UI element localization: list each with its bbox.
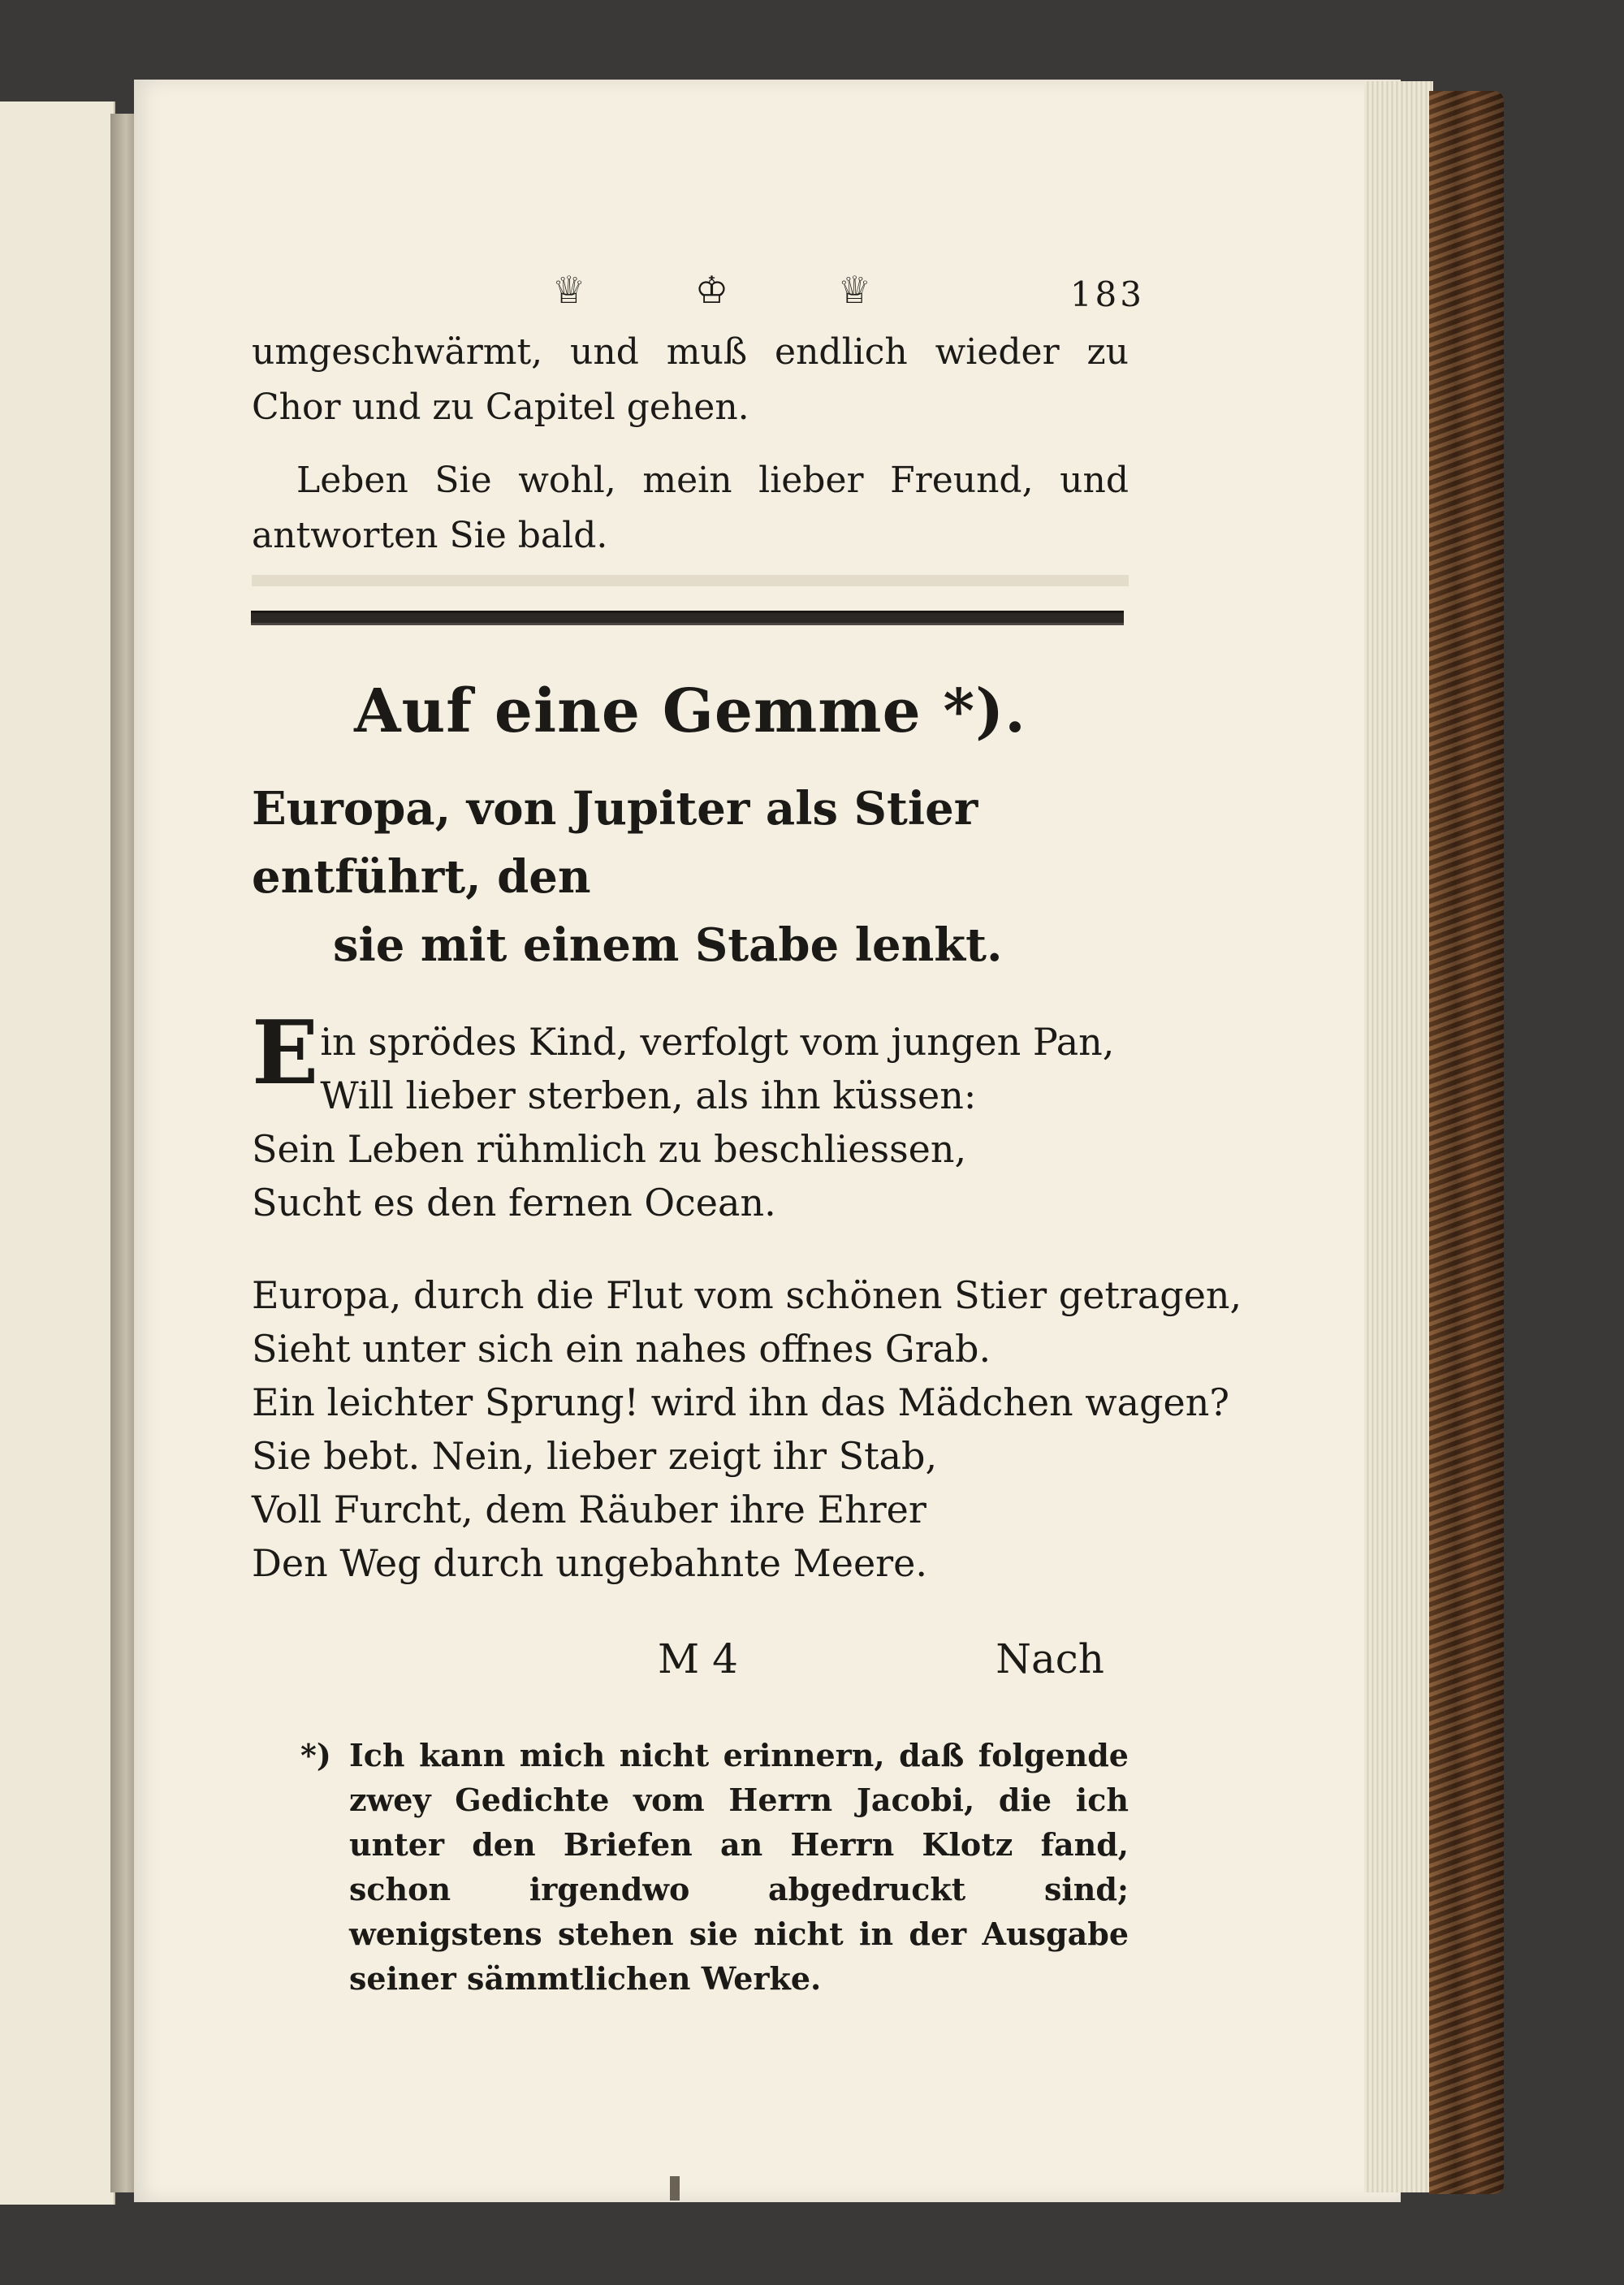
poem-line: Den Weg durch ungebahnte Meere.: [252, 1541, 927, 1585]
poem-stanza: [252, 1002, 1129, 1229]
running-header: [252, 260, 1145, 325]
prose-paragraph: Leben Sie wohl, mein lieber Freund, und antworten Sie bald.: [252, 460, 1129, 556]
left-page-edge: [0, 102, 115, 2205]
footnote: [252, 1733, 1129, 2001]
bleed-through-rule: [252, 575, 1129, 586]
poem-line: Ein leichter Sprung! wird ihn das Mädchen wagen?: [252, 1380, 1230, 1424]
ink-speck: [670, 2176, 680, 2201]
poem-line: Sein Leben rühmlich zu beschliessen,: [252, 1127, 967, 1171]
prose-paragraph: umgeschwärmt, und muß endlich wieder zu Chor und zu Capitel gehen.: [252, 331, 1129, 428]
crown-ornament: ♕ ♔ ♕: [552, 268, 920, 312]
poem-subtitle: [252, 775, 1129, 979]
catchword: Nach: [996, 1635, 1104, 1682]
letter-ending: [252, 325, 1129, 564]
poem-line: Voll Furcht, dem Räuber ihre Ehrer: [252, 1488, 926, 1531]
poem-line: Sieht unter sich ein nahes offnes Grab.: [252, 1327, 991, 1371]
poem-line: Sie bebt. Nein, lieber zeigt ihr Stab,: [252, 1434, 938, 1478]
page-number: 183: [1069, 274, 1145, 314]
section-divider: [251, 611, 1124, 625]
drop-cap: E: [252, 1002, 319, 1104]
footnote-text: Ich kann mich nicht erinnern, daß folgende zwey Gedichte vom Herrn Jacobi, die ich unter den Briefen an Herrn Klotz fand, schon irgendwo abgedruckt sind; wenigstens stehen sie nicht in der Ausgabe seiner sämmtlichen Werke.: [349, 1737, 1129, 1997]
page-stack-edges: [1364, 81, 1433, 2192]
signature-mark: M 4: [658, 1635, 738, 1682]
poem-subtitle-line: Europa, von Jupiter als Stier entführt, den: [252, 782, 978, 904]
poem-line: Sucht es den fernen Ocean.: [252, 1181, 776, 1225]
poem-line: in sprödes Kind, verfolgt vom jungen Pan,: [320, 1020, 1115, 1064]
poem-line: Europa, durch die Flut vom schönen Stier getragen,: [252, 1273, 1242, 1317]
signature-row: [252, 1635, 1129, 1700]
poem-stanza: [252, 1268, 1242, 1590]
poem-line: Will lieber sterben, als ihn küssen:: [320, 1073, 977, 1117]
footnote-mark: *): [300, 1737, 331, 1773]
page-content: [252, 260, 1242, 2001]
poem-title: Auf eine Gemme *).: [354, 676, 1026, 746]
poem-subtitle-line: sie mit einem Stabe lenkt.: [333, 918, 1003, 972]
book-cover: [1429, 91, 1504, 2194]
